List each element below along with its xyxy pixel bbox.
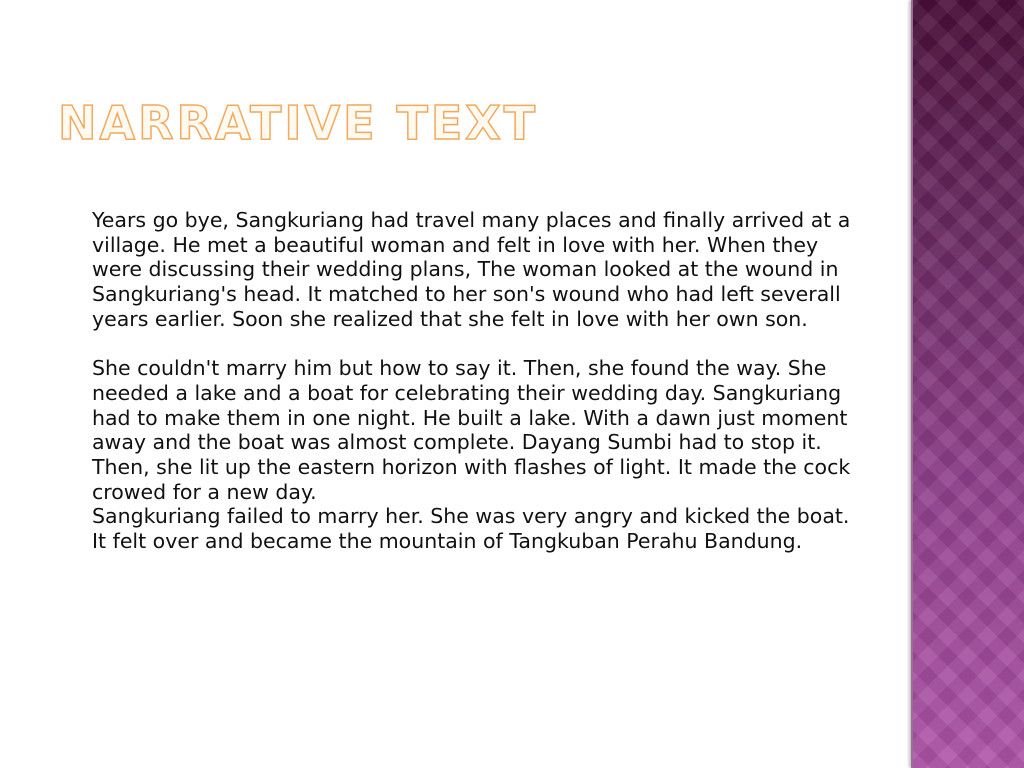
decorative-side-band xyxy=(911,0,1024,768)
body-text xyxy=(92,208,862,554)
paragraph-2: She couldn't marry him but how to say it. Then, she found the way. She needed a lake and a boat for celebrating their wedding day. Sangkuriang had to make them in one night. He built a lake. With a dawn just moment away and the boat was almost complete. Dayang Sumbi had to stop it. Then, she lit up the eastern horizon with flashes of light. It made the cock crowed for a new day. xyxy=(92,356,851,504)
paragraph-1: Years go bye, Sangkuriang had travel many places and finally arrived at a village. He met a beautiful woman and felt in love with her. When they were discussing their wedding plans, The woman looked at the wound in Sangkuriang's head. It matched to her son's wound who had left severall years earlier. Soon she realized that she felt in love with her own son. xyxy=(92,208,851,331)
slide-title: NARRATIVE TEXT xyxy=(58,96,539,150)
paragraph-spacer xyxy=(92,332,862,357)
side-band-edge xyxy=(911,0,913,768)
paragraph-3: Sangkuriang failed to marry her. She was very angry and kicked the boat. It felt over and became the mountain of Tangkuban Perahu Bandung. xyxy=(92,504,850,554)
